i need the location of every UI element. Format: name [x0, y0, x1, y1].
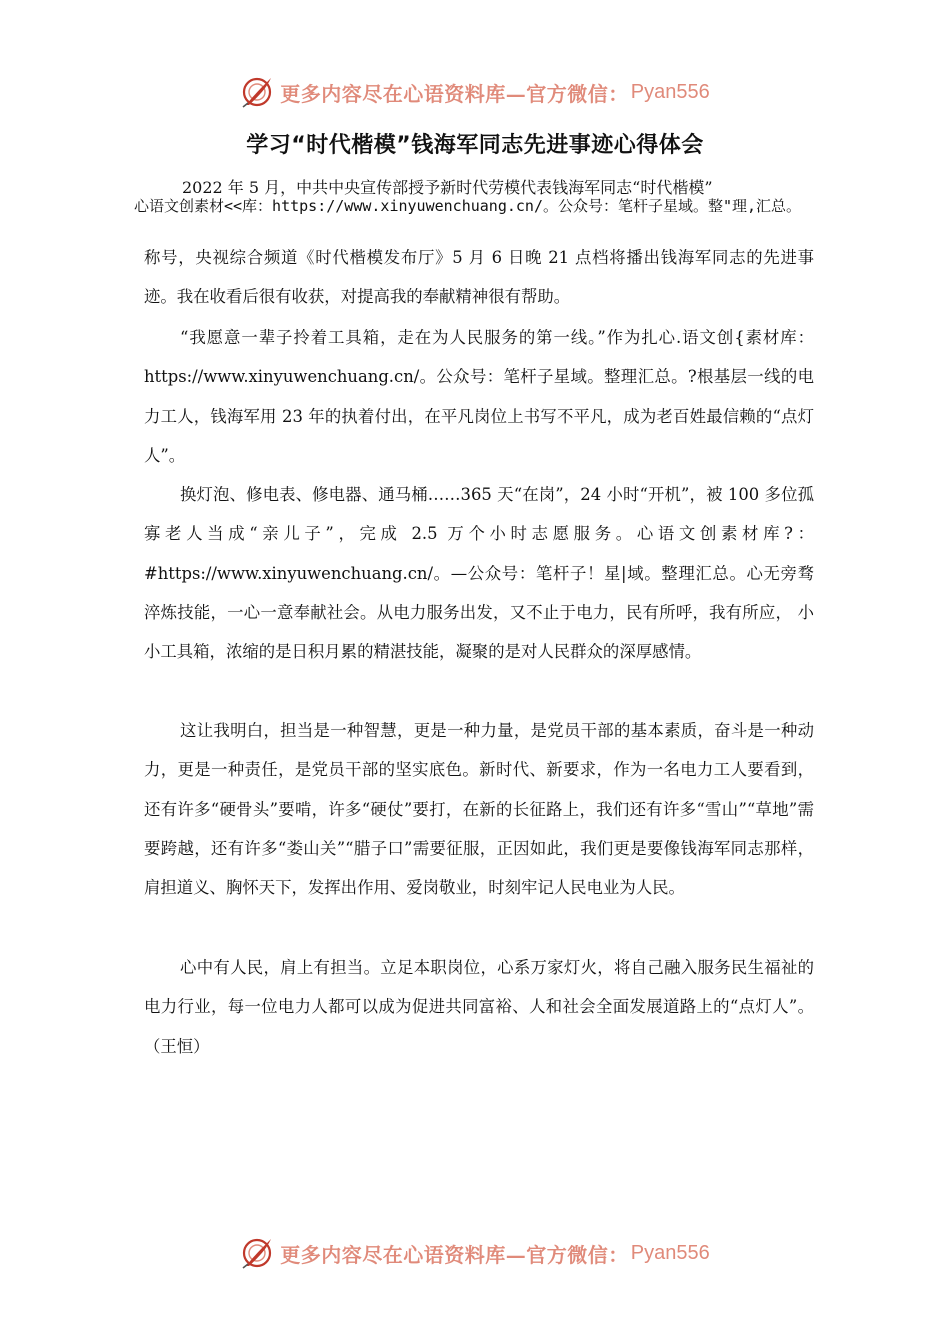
footer-banner-text: 更多内容尽在心语资料库—官方微信： [280, 1242, 629, 1267]
quill-logo-icon [240, 1236, 274, 1270]
paragraph-intro-first-line [134, 178, 824, 215]
paragraph-3: 换灯泡、修电表、修电器、通马桶……365 天“在岗”，24 小时“开机”，被 100 多位孤寡老人当成“亲儿子”，完成 2.5 万个小时志愿服务。心语文创素材库?：#https://www.xinyuwenchuang.cn/。—公众号：笔杆子！星|域。整理汇总。心无旁骛淬炼技能，一心一意奉献社会。从电力服务出发，又不止于电力，民有所呼，我有所应， 小小工具箱，浓缩的是日积月累的精湛技能，凝聚的是对人民群众的深厚感情。 [144, 485, 814, 662]
paragraph-2: “我愿意一辈子拎着工具箱，走在为人民服务的第一线。”作为扎心.语文创{素材库：https://www.xinyuwenchuang.cn/。公众号：笔杆子星域。整理汇总。?根基层一线的电力工人，钱海军用 23 年的执着付出，在平凡岗位上书写不平凡，成为老百姓最信赖的“点灯人”。 [144, 328, 814, 465]
header-watermark-banner [0, 72, 950, 112]
paragraph-1: 称号，央视综合频道《时代楷模发布厅》5 月 6 日晚 21 点档将播出钱海军同志的先进事迹。我在收看后很有收获，对提高我的奉献精神很有帮助。 [144, 248, 814, 307]
intro-line: 2022 年 5 月，中共中央宣传部授予新时代劳模代表钱海军同志“时代楷模” [182, 178, 713, 197]
inline-watermark-text: 心语文创素材<<库：https://www.xinyuwenchuang.cn/。公众号：笔杆子星域。整"理,汇总。 [134, 197, 802, 215]
paragraph-4: 这让我明白，担当是一种智慧，更是一种力量，是党员干部的基本素质，奋斗是一种动力，更是一种责任，是党员干部的坚实底色。新时代、新要求，作为一名电力工人要看到，还有许多“硬骨头”要啃，许多“硬仗”要打，在新的长征路上，我们还有许多“雪山”“草地”需要跨越，还有许多“娄山关”“腊子口”需要征服，正因如此，我们更是要像钱海军同志那样，肩担道义、胸怀天下，发挥出作用、爱岗敬业，时刻牢记人民电业为人民。 [144, 721, 814, 898]
paragraph-5: 心中有人民，肩上有担当。立足本职岗位，心系万家灯火，将自己融入服务民生福祉的电力行业，每一位电力人都可以成为促进共同富裕、人和社会全面发展道路上的“点灯人”。（王恒） [144, 958, 814, 1056]
footer-banner-wechat-id: Pyan556 [630, 1241, 710, 1264]
footer-watermark-banner [0, 1233, 950, 1273]
document-title: 学习“时代楷模”钱海军同志先进事迹心得体会 [246, 133, 704, 158]
banner-text: 更多内容尽在心语资料库—官方微信： [280, 81, 629, 106]
banner-wechat-id: Pyan556 [630, 80, 710, 103]
quill-logo-icon [240, 75, 274, 109]
